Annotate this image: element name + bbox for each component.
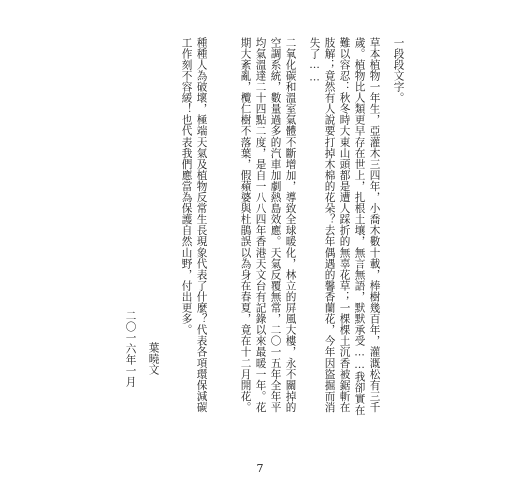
paragraph-2-line-1: 二氧化碳和溫室氣體不斷增加，導致全球暖化，林立的屏風大樓，永不關掉的: [284, 37, 297, 413]
heading-line: 一段段文字。: [392, 37, 405, 104]
paragraph-2-line-2: 空調系統，數量過多的汽車加劇熱島效應。天氣反覆無常，二〇一五年全年平: [269, 37, 282, 413]
paragraph-1-line-4: 肢解；竟然有人說要打掉木棉的花朵？去年偶遇的馨香蘭花，今年因盜掘而消: [323, 37, 336, 413]
paragraph-3-line-1: 種種人為破壞，極端天氣及植物反常生長現象代表了什麼？代表各項環保減碳: [195, 37, 208, 413]
paragraph-3-line-2: 工作刻不容緩！也代表我們應當為保護自然山野，付出更多。: [180, 37, 193, 336]
paragraph-1-line-3: 難以容忍：秋冬時大東山頭都是遭人踩折的無辜花草；一棵棵土沉香被鋸斬在: [338, 37, 351, 413]
page-number: 7: [256, 462, 264, 475]
paragraph-1-line-1: 草本植物一年生，亞灌木三四年，小喬木數十載，棒樹幾百年，灌溉松有三千: [368, 37, 381, 413]
paragraph-2-line-4: 期大紊亂，欖仁樹不落葉，假蘋婆與杜鵑誤以為身在春夏，竟在十二月開花。: [239, 37, 252, 413]
paragraph-2-line-3: 均氣溫達二十四點二度，是自一八八四年香港天文台有記錄以來最暖一年。花: [254, 37, 267, 413]
paragraph-1-line-2: 歲。植物比人類更早存在世上，扎根土壤，無言無語，默默承受……我卻實在: [353, 37, 366, 416]
signature-author: 葉曉文: [147, 342, 160, 376]
signature-date: 二〇一六年一月: [124, 310, 137, 388]
paragraph-1-line-5: 失了……: [308, 37, 321, 84]
